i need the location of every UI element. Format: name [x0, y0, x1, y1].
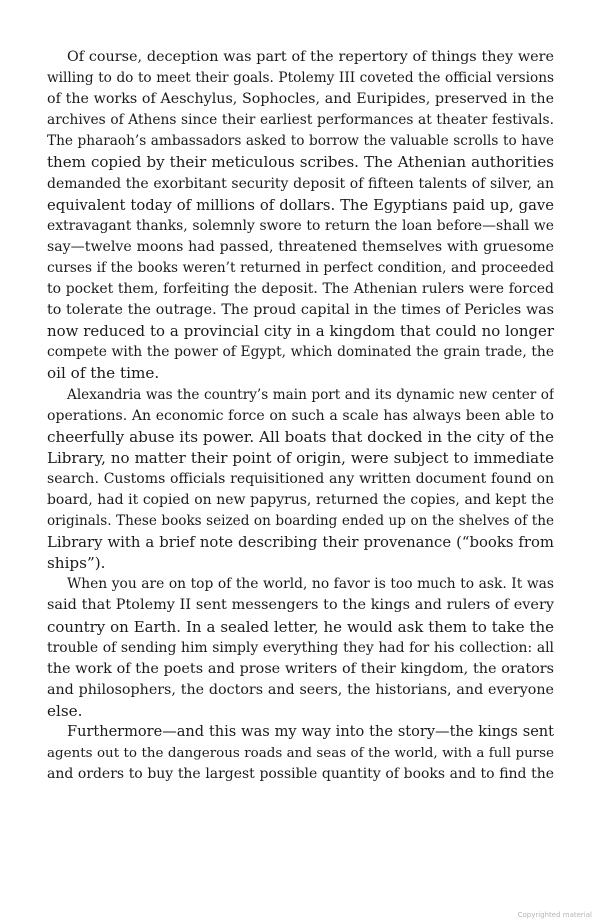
text-line: country on Earth. In a sealed letter, he would ask them to take the — [47, 617, 554, 636]
text-line: Library, no matter their point of origin, were subject to immediate — [47, 448, 554, 467]
copyright-watermark: Copyrighted material — [517, 911, 592, 919]
text-line: demanded the exorbitant security deposit of fifteen talents of silver, an — [47, 175, 554, 192]
text-line: of the works of Aeschylus, Sophocles, and Euripides, preserved in the — [47, 91, 554, 108]
text-line: and philosophers, the doctors and seers, the historians, and everyone — [47, 681, 554, 698]
text-line: them copied by their meticulous scribes. The Athenian authorities — [47, 153, 554, 172]
text-line: and orders to buy the largest possible quantity of books and to find the — [47, 766, 554, 783]
text-line: operations. An economic force on such a scale has always been able to — [47, 407, 554, 424]
text-line: trouble of sending him simply everything they had for his collection: all — [47, 639, 554, 656]
text-line: Of course, deception was part of the repertory of things they were — [67, 49, 554, 65]
text-line: compete with the power of Egypt, which dominated the grain trade, the — [47, 344, 554, 361]
text-line: agents out to the dangerous roads and seas of the world, with a full purse — [47, 746, 554, 762]
text-line: Alexandria was the country’s main port and its dynamic new center of — [67, 386, 554, 403]
text-line: originals. These books seized on boarding ended up on the shelves of the — [47, 513, 554, 530]
text-line: extravagant thanks, solemnly swore to return the loan before—shall we — [47, 217, 554, 234]
text-line: oil of the time. — [47, 364, 160, 383]
text-line: said that Ptolemy II sent messengers to the kings and rulers of every — [47, 597, 554, 614]
text-line: to tolerate the outrage. The proud capital in the times of Pericles was — [47, 302, 554, 319]
text-line: to pocket them, forfeiting the deposit. The Athenian rulers were forced — [47, 281, 554, 298]
text-line: cheerfully abuse its power. All boats that docked in the city of the — [47, 427, 554, 446]
text-line: Library with a brief note describing their provenance (“books from — [47, 534, 554, 552]
text-line: say—twelve moons had passed, threatened themselves with gruesome — [47, 238, 554, 255]
text-line: curses if the books weren’t returned in perfect condition, and proceeded — [47, 259, 554, 276]
text-line: willing to do to meet their goals. Ptolemy III coveted the official versions — [47, 70, 554, 87]
text-line: Furthermore—and this was my way into the story—the kings sent — [67, 724, 554, 740]
text-line: board, had it copied on new papyrus, returned the copies, and kept the — [47, 491, 554, 508]
text-line: else. — [47, 701, 83, 720]
text-line: The pharaoh’s ambassadors asked to borrow the valuable scrolls to have — [47, 133, 554, 150]
text-line: archives of Athens since their earliest performances at theater festivals. — [47, 112, 554, 129]
text-line: now reduced to a provincial city in a kingdom that could no longer — [47, 322, 554, 341]
text-line: equivalent today of millions of dollars. The Egyptians paid up, gave — [47, 196, 554, 214]
body-text — [47, 47, 554, 785]
text-line: the work of the poets and prose writers of their kingdom, the orators — [47, 660, 554, 677]
text-line: When you are on top of the world, no favor is too much to ask. It was — [67, 576, 554, 593]
text-line: search. Customs officials requisitioned any written document found on — [47, 470, 554, 487]
text-line: ships”). — [47, 554, 106, 573]
